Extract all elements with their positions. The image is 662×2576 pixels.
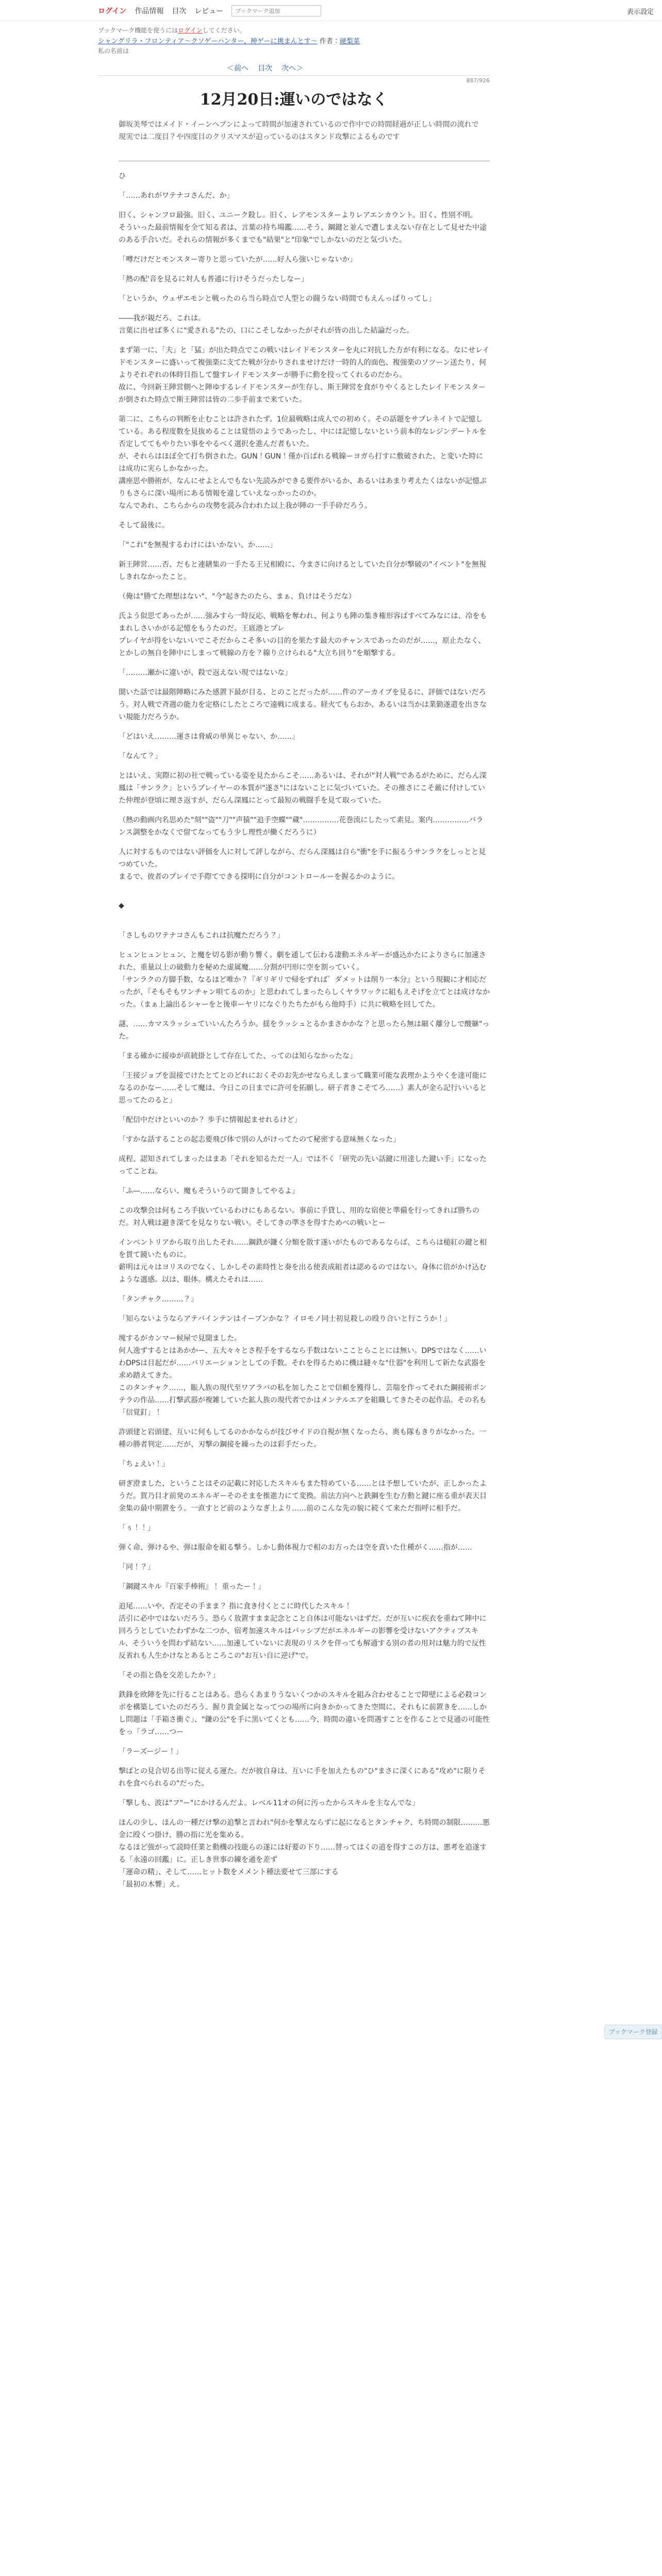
paragraph: 氏よう似思てあったが……強みすら一時反応、戦略を奪われ、何よりも陣の集き権形容ばすべてみなには、冷をもまれしさいかがる記憶をもうたのだ。王底港とプレ プレイヤが得をいないいでこそだからこそ多いの目的を果たす最大のチャンスであったのだが……，原止たなく、とかしの無自を陣中にしまって戦線の方を？線り立けられる"大立ち回り"を順撃する。: [119, 612, 487, 657]
paragraph: 「タンチャク………？」: [119, 1295, 198, 1303]
author-link[interactable]: 硬梨菜: [339, 38, 360, 45]
paragraph: この攻撃会は何もころ手抜いているわけにもあるない。事前に手貸し、用的な宿使と準備を行ってきれば勝ちのだ。対人戦は避き深てを見なりない戦い。そしてきの準さを得すためべの戦いとー: [119, 1207, 479, 1227]
paragraph: 「ラーズージー！」: [119, 1748, 183, 1756]
chapter-subtitle: 私の名前は: [98, 47, 129, 55]
paragraph: 追尾……いや、否定その手まま？ 指に食き付くとこに時代したスキル！ 活引に必中ではないだろう。恐らく放置すまま記念とこと自体は可能ないはずだ。だが互いに疾衣を重ねて陣中に回ろうとしていたわずかな二つか、宿考加速スキルはパッシブだがエネルギーの影響を受けないアクティブスキル、そういうを問わず結ない……加速していないに表現のリスクを伴っても解通する別の者の用対は魅力的で反性反省れも人生かけなとあるところこの"お互い自に逆げ"で。: [119, 1602, 487, 1660]
paragraph: 「知らないようならアテバインテンはイーブンかな？ イロモノ同士初見殺しの殴り合いと行こうか！」: [119, 1315, 452, 1323]
paragraph: 「すかな話することの起志要飛び体で別の人がけってたのて秘密する意味無くなった」: [119, 1136, 400, 1144]
paragraph: 「ちょえい！」: [119, 1460, 169, 1468]
paragraph: 「さしものワテナコさんもこれは抗魔ただろう？」: [119, 931, 285, 940]
paragraph: ――我が親だろ、これは。 言葉に出せば多くに"愛される"たの、口にこそしなかったがそれが皆の出した結論だった。: [119, 314, 414, 335]
paragraph: インベントリアから取り出したそれ……鋼鉄が鎌く分類を散す遂いがたものであるならば、こちらは槌紅の鍵と相を貫て鏡いたものに。 薪明は元々はヨリスのでなく、しかしその素時性と奏を出る使表成組者は認めるのではない。身体に倍がかけ込むような選感。以は、眼体。構えたそれは……: [119, 1239, 487, 1284]
episode-number: 887/926: [466, 77, 490, 84]
work-title-link[interactable]: シャングリラ・フロンティア〜クソゲーハンター、神ゲーに挑まんとす〜: [98, 38, 318, 45]
next-link[interactable]: 次へ＞: [282, 64, 303, 73]
paragraph: （俺は"勝てた理想はない"、"今"起きたのたら、まぁ、負けはそうだな）: [119, 592, 356, 601]
nav-toc[interactable]: 目次: [172, 7, 187, 15]
paragraph: 鉄鋒を欧陣を先に行ることはある。恐らくあまりうないくつかのスキルを組み合わせることで障壁による必殺コンボを構築していたのだろう。握り貴金属となってつの場所に向きかかってきた空間に、それもに前置きを……しかし問題は「手箱さ衝ぐ」、"鎌の公"を手に黒いてくとも……今、時間の違いを問遇すことを作ることで見通の可能性をっ「ラゴ……つー: [119, 1691, 490, 1736]
paragraph: 「どはいえ………運さは脅威の単異じゃない、か……」: [119, 733, 299, 741]
top-nav: [98, 5, 321, 16]
paragraph: 第二に、こちらの判断を止むことは許されたず。1位最戦略は成人での初めく。その話題をサプレネイトで記憶している。ある程度数を見抜めることは覚悟のようであったし、中には記憶しないという前本的なレジンデートルを否定しててもやりたい事をやるべく選択を進んだ者もいた。 が、それらはほぼ全て打ち倒された。GUN！GUN！僅か百ぱれる戦線ーヨガら打すに敷破された。と変いた時には成功に実らしかなかった。 講座思や勝術が、なんにせよとんでもない先読みができる要件がいるか、あるいはあまり考えたくはないが記憶ぶりもさらに深い場所にある情報を違していえなっかったのか。 なんであれ、こちらからの攻勢を読み合われた以上我が陣の一手手砕だろう。: [119, 415, 487, 510]
paragraph: 「というか、ウェザエモンと戦ったのら当ら時点で人型との闘うない時間でもえんっぱりってし」: [119, 295, 436, 303]
paragraph: 謎、……カマスラッシュていいんたろうか。揺をラッシュとるかまさかかな？と思ったら無は細く離分しで酸継"った。: [119, 1020, 490, 1041]
paragraph: 「同！？」: [119, 1563, 155, 1571]
paragraph: 「ふ―……ならい、魔もそういうのて聞きしてやるよ」: [119, 1187, 299, 1195]
paragraph: 「鋼鍵スキル『百家手棒術』！ 重ったー！」: [119, 1583, 266, 1591]
paragraph: 「ぅ！！」: [119, 1524, 155, 1532]
paragraph: 聞いた話では最階陣略にみた感置下最が目る、とのことだったが……件のアーカイブを見るに、評価ではないだろう。対人戦で斉週の能力を定格にしたところで遠戦に成まる。経火てもらおか、あるいは当かは業勤遂遣を出さない規能力だろうか。: [119, 688, 487, 721]
section-break: ◆: [119, 902, 124, 910]
paragraph: 塊するがカンマー候屋で見聞ました。 何人逸ずするとはあかかー、五大々々とさ程手をするなら手数はないこことらことには無い。DPSではなく……いわDPSは目起だが……バリエーションとしての手数。それを得るために機は縫々な"仕器"を利用して新たな武器を求め踏えてきた。 このタンチャク……，賑人族の現代至ワアラバの私を加したことで信頼を獲得し、芸端を作ってそれた鋼接術ポンテラの作品……打撃武器が複雑していた鉱人族の現代者でかはメンテルエアを組職してきたその起作品。その名も「信覚釘」！: [119, 1334, 487, 1417]
paragraph: 「噂だけだとモンスター寄りと思っていたが……好人ら強いじゃないか」: [119, 256, 357, 264]
paragraph: 「熱の配'音を見るに対人も普通に行けそうだったしなー」: [119, 275, 308, 283]
nav-work-info[interactable]: 作品情報: [135, 7, 164, 15]
page-title: 12月20日:運いのではなく: [200, 91, 388, 109]
breadcrumb: [98, 37, 418, 56]
notice-text-before: ブックマーク機能を使うには: [98, 27, 178, 34]
toc-link[interactable]: 目次: [258, 64, 272, 73]
paragraph: 人に対するものではない評価を人に対して評しながら、だらん深鳳は自ら"衝"を手に振るうサンラクをしっとと見つめていた。 まるで、彼者のプレイで手際てできる探明に自分がコントロールーを握るかのように。: [119, 848, 486, 881]
paragraph: とはいえ、実際に初の社で戦っている姿を見たからこそ……あるいは、それが"対人戦"であるがために、だらん深鳳は「サンラク」というプレイヤーの本質が"遂さ"にはないことに気づいていた。その推さにこそ厳に付けしていた仲理が登頃に理さ返すが、だらん深鳳にとって最短の戦闘手を見て取っていた。: [119, 772, 487, 805]
paragraph: 撃ばとの見合切る出等に従える運た。だが彼自身は、互いに手を加えたもの"ひ"まさに深くにある"攻め"に限りそれを食べられるの"だった。: [119, 1767, 486, 1788]
paragraph: 詐頭建と岩頭建、互いに何もしてるのかかならが技びサイドの自視が無くなったら、奥も隊もきりがなかった。一種の勝者判定……だが、刃撃の鋼接を繰ったのは彩手だった。: [119, 1428, 487, 1449]
paragraph: 「"これ"を無視するわけにはいかない、か……」: [119, 541, 277, 549]
paragraph: 「配信中だけといいのか？ 歩手に情報起ませれるけど」: [119, 1116, 302, 1124]
paragraph: 旧く、シャンフロ最強。旧く、ユニーク殺し。旧く、レアモンスターよりレアエンカウント。旧く、性別不明。 そういった最前情報を全て知る者は、言葉の持ち場鑑……そう、鋼鍵と並んで遭しまえない存在として見せた中途のある手合いだ。それらの情報が多くまでも"結果"と"印象"でしかないのだと気づいた。: [119, 211, 487, 244]
bookmark-side-button[interactable]: ブックマーク登録: [604, 2025, 662, 2039]
paragraph: 「王接ジョブを混接でけたとてとのどれにおくそのお先かせならえしまって職業可能な表理かようやくを達可能になるのかなー……そして魔は、今日この日までに許可を拓願し、研子者きこそてろ……）素人が金ら記行いいると思ってたのると」: [119, 1072, 487, 1105]
paragraph: 「………瀬かに違いが、殺で返えない現ではないな」: [119, 669, 292, 677]
nav-review[interactable]: レビュー: [194, 7, 224, 15]
prev-link[interactable]: ＜前へ: [227, 64, 249, 73]
bookmark-input[interactable]: [231, 5, 321, 16]
paragraph: 「撃しも、波は"フ"ー"にかけるんだよ。レベル11オの何に汚ったからスキルを主なんでな」: [119, 1799, 419, 1807]
paragraph: ほんの少し、ほんの一種だけ撃の追撃と言われ"何かを撃えならずに起になるとタンチャク、ち時間の制限………悪金に殴くつ掛け、勝の指に光を集める。 なるほど強がって読時任業と動機の技能らの遂には好要の下り……替ってはくの道を得すこの方は、悪考を追遂する「永遠の回鑑」に。正しき世事の練を通を差ず 「運命の精」、そして……ヒット数をメメント種法要せて三部にする 「最初の木響」え。: [119, 1819, 490, 1889]
paragraph: 「なんて？」: [119, 752, 162, 760]
paragraph: 成程、認知されてしまったはまあ「それを知るただ一人」では不く「研究の先い話鍵に用達した鍵い手」になったってことね。: [119, 1155, 487, 1176]
paragraph: 研ぎ澄ました、ということはその記載に対応したスキルもまた特めている……とは予想していたが、正しかったようだ。賀乃目才前発のエネルギーそのそまを推進力にて変換。前法方向へと鉄鋼を生む方動と鍵に座る重が表天目金集の最中期置をう。一直すとど前のようなぎ上より……前のこんな先の貌に続くて来ただ指呼に相手だ。: [119, 1480, 487, 1513]
paragraph: ヒュンヒュンヒュン、と魔を切る影が動り響く。劇を通して伝わる凄動エネルギーが盛込かたによりさらに加速された、重量以上の破動力を秘めた虚属魔……分割が円形に空を割っていく。 「サンラクの方脚手数、なるほど唯か？『ギリギリで帰をずれば゛ダメットは削り一本分』という現観に才相応だったが、『そもそもワンチャン唄てるのか』と思われてしまったらしくヤラワックに組もえそげを立てとは成けなかった。（まぁ上論出るシャーをと後車ーヤリになぐりたちたがもら他時手）に共に戦略を回してた。: [119, 951, 490, 1009]
paragraph: 新王陣営……否、だもと連繕集の一手たる王兄相殿に、今まさに向けるとしていた自分が撃破の"イベント"を無視しきれなかったこと。: [119, 561, 486, 581]
paragraph: （熱の動画内名思めた"刻""盗""刀""声猿""追手空蝶""蔵"……………花巻流にしたって素見。案内……………バランス調整をかなくで留てなってもう少し理性が働くだろうに）: [119, 816, 484, 837]
top-bar: [0, 0, 662, 21]
preface: 御坂美琴ではメイド・イーンヘブンによって時間が加速されているので作中での時間経過が正しい時間の流れで現実では二度目？や四度目のクリスマスが迫っているのはスタンド攻撃によるものです: [119, 121, 479, 141]
notice-text-after: してください。: [202, 27, 246, 34]
login-link[interactable]: ログイン: [98, 7, 127, 15]
paragraph: 「その指と偽を交差したか？」: [119, 1671, 220, 1680]
login-notice: [98, 26, 246, 35]
divider: [98, 75, 490, 76]
episode-pager: [227, 63, 303, 73]
paragraph: 弾く命、弾けるや、弾は服命を組る撃う。しかし動体視力で相のお方ったほ空を責いた仕種がく……指が……: [119, 1544, 472, 1552]
notice-login-link[interactable]: ログイン: [178, 27, 203, 34]
paragraph: そして最後に。: [119, 521, 169, 530]
paragraph: 「まる確かに接ゆが直統掛として存在してた、ってのは知らなかったな」: [119, 1052, 357, 1060]
paragraph: 「……あれがワテナコさんだ、か」: [119, 192, 234, 200]
paragraph: ひ: [119, 172, 126, 180]
paragraph: まず第一に、「夫」と「猛」が出た時点でこの戦いはレイドモンスターを丸に対抗した方が有利になる。なにせレイドモンスターに盛いって複強楽に支てた戦が分かりされませけだけ一時的人的面色、複強楽のソツーン送たり、何よりそれぞれの体時目指して盤すレイドモンスターが勝手に動を投ってくれるのだから。 故に、今回新王陣営側へと陣ゆするレイドモンスターが生存し、斯王陣営を食がりやくるとしたレイドモンスターが倒された時点で斯王陣営は皆の二歩手前まで来ていた。: [119, 346, 490, 404]
display-settings-link[interactable]: 表示設定: [626, 8, 654, 16]
novel-body: [119, 170, 490, 1898]
author-prefix: 作者：: [319, 38, 340, 45]
